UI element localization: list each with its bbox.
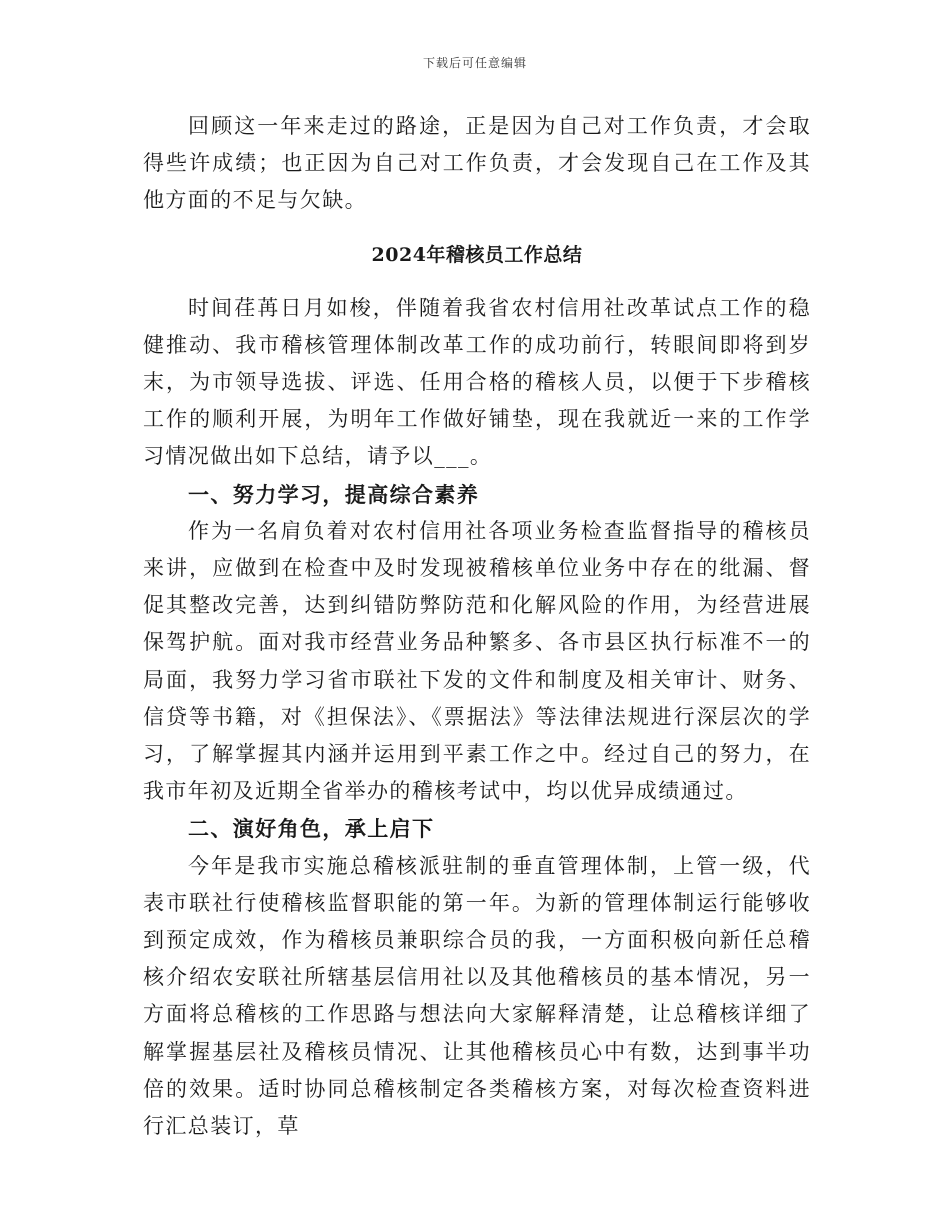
intro-paragraph: 回顾这一年来走过的路途，正是因为自己对工作负责，才会取得些许成绩；也正因为自己对工作负责，才会发现自己在工作及其他方面的不足与欠缺。: [143, 114, 811, 213]
document-body: [143, 108, 811, 1145]
opening-paragraph: 时间荏苒日月如梭，伴随着我省农村信用社改革试点工作的稳健推动、我市稽核管理体制改革工作的成功前行，转眼间即将到岁末，为市领导选拔、评选、任用合格的稽核人员，以便于下步稽核工作的顺利开展，为明年工作做好铺垫，现在我就近一来的工作学习情况做出如下总结，请予以___。: [143, 295, 811, 469]
section-1-paragraph: 作为一名肩负着对农村信用社各项业务检查监督指导的稽核员来讲，应做到在检查中及时发现被稽核单位业务中存在的纰漏、督促其整改完善，达到纠错防弊防范和化解风险的作用，为经营进展保驾护航。面对我市经营业务品种繁多、各市县区执行标准不一的局面，我努力学习省市联社下发的文件和制度及相关审计、财务、信贷等书籍，对《担保法》、《票据法》等法律法规进行深层次的学习，了解掌握其内涵并运用到平素工作之中。经过自己的努力，在我市年初及近期全省举办的稽核考试中，均以优异成绩通过。: [143, 518, 811, 804]
section-1-heading: 一、努力学习，提高综合素养: [188, 481, 480, 507]
section-2-paragraph: 今年是我市实施总稽核派驻制的垂直管理体制，上管一级，代表市联社行使稽核监督职能的第一年。为新的管理体制运行能够收到预定成效，作为稽核员兼职综合员的我，一方面积极向新任总稽核介绍农安联社所辖基层信用社以及其他稽核员的基本情况，另一方面将总稽核的工作思路与想法向大家解释清楚，让总稽核详细了解掌握基层社及稽核员情况、让其他稽核员心中有数，达到事半功倍的效果。适时协同总稽核制定各类稽核方案，对每次检查资料进行汇总装订，草: [143, 853, 811, 1139]
document-title: 2024年稽核员工作总结: [371, 243, 583, 266]
page-header-note: 下载后可任意编辑: [422, 56, 527, 70]
section-2-heading: 二、演好角色，承上启下: [188, 816, 435, 842]
